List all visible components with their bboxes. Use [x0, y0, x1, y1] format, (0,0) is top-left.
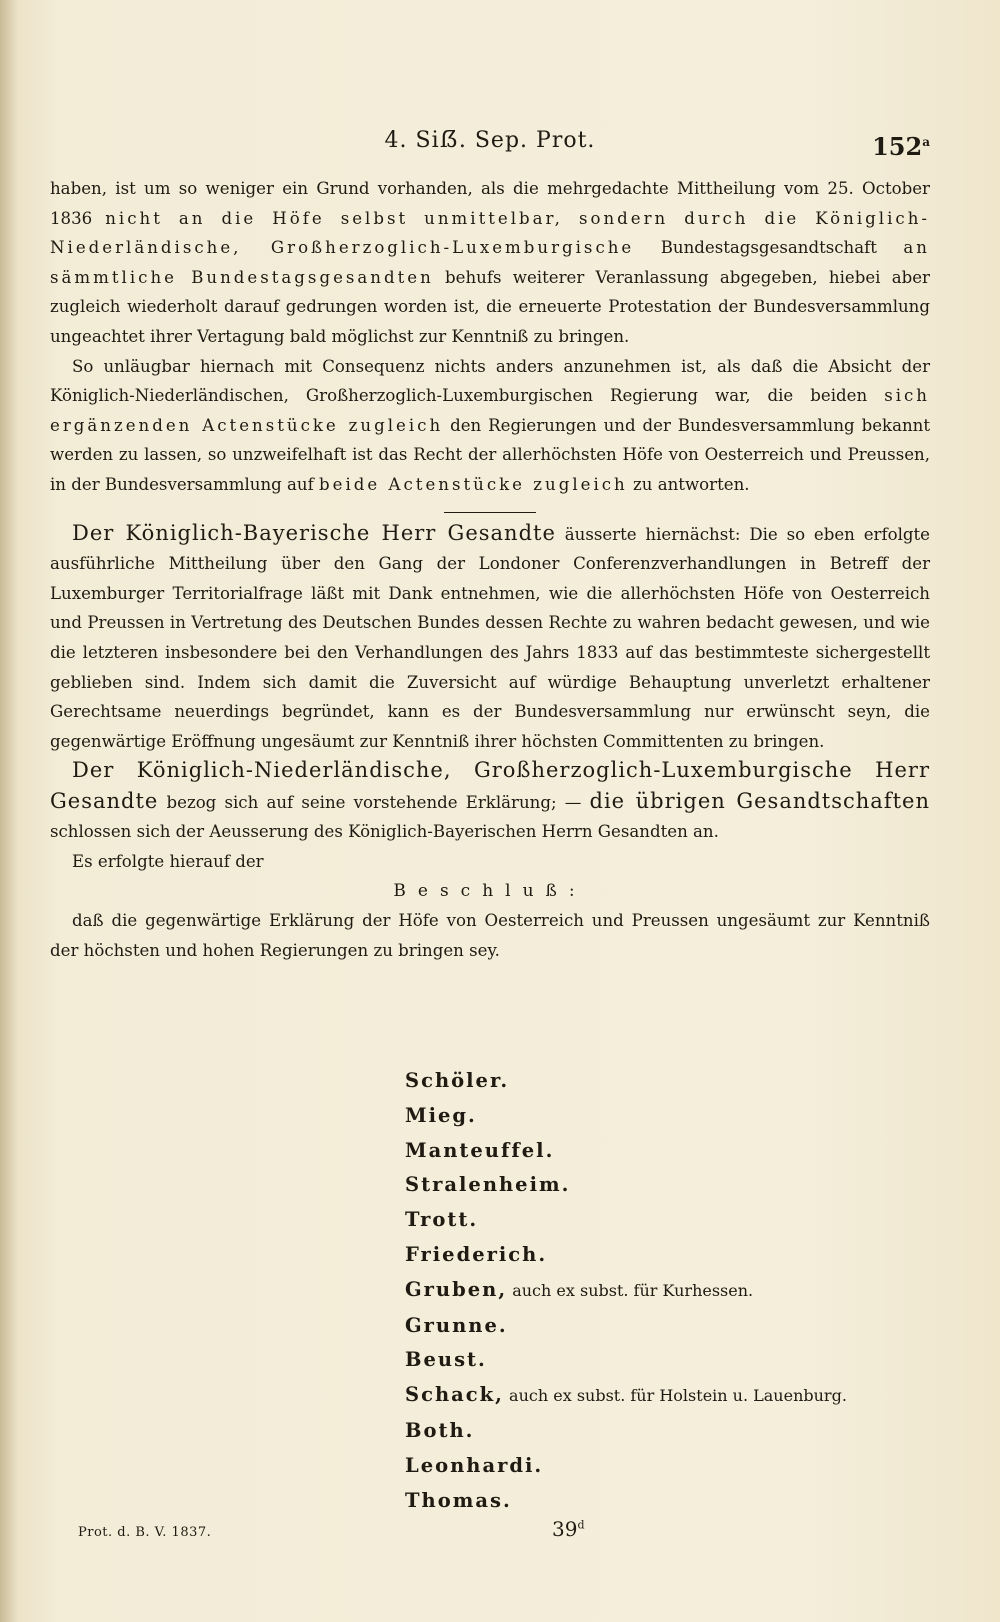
- signature-line: [405, 1484, 847, 1519]
- page-number-value: 152: [872, 132, 923, 161]
- signature-line: [405, 1414, 847, 1449]
- signature-mark-value: 39: [552, 1517, 578, 1541]
- page-number: [872, 132, 930, 161]
- p4-speaker: Der Königlich-Niederländische, Großherzoglich-Luxemburgische Herr Gesandte: [50, 758, 930, 813]
- p1-text-c: Bundestagsgesandtschaft: [634, 238, 904, 258]
- paragraph-2: [50, 352, 930, 500]
- p4-others: die übrigen Gesandtschaften: [589, 788, 930, 813]
- signature-line: [405, 1449, 847, 1484]
- p4-text-d: schlossen sich der Aeusserung des Königlich-Bayerischen Herrn Gesandten an.: [50, 822, 719, 842]
- p2-text-a: So unläugbar hiernach mit Consequenz nichts anders anzunehmen ist, als daß die Absicht der Königlich-Niederländischen, Großherzoglich-Luxemburgischen Regierung war, die beiden: [50, 356, 930, 406]
- signature-line: [405, 1238, 847, 1273]
- paragraph-5: Es erfolgte hierauf der: [72, 852, 264, 872]
- body-text: [50, 174, 930, 965]
- paragraph-1: [50, 174, 930, 352]
- section-divider: [444, 512, 536, 513]
- page-number-suffix: a: [922, 135, 930, 149]
- signature-line: [405, 1273, 847, 1309]
- signatory-name: Stralenheim.: [405, 1173, 571, 1197]
- signature-line: [405, 1099, 847, 1134]
- session-title: 4. Siẞ. Sep. Prot.: [384, 128, 596, 153]
- signature-line: [405, 1309, 847, 1344]
- signatory-name: Thomas.: [405, 1488, 512, 1512]
- p2-text-c: den Regierungen und der Bundesversammlung bekannt werden zu lassen, so unzweifelhaft ist das Recht der allerhöchsten Höfe von Oesterreich und Preussen, in der Bundesversammlung auf: [50, 415, 930, 494]
- p1-text-a: haben, ist um so weniger ein Grund vorhanden, als die mehrgedachte Mittheilung vom 25. October 1836: [50, 179, 930, 228]
- p3-text: äusserte hiernächst: Die so eben erfolgte ausführliche Mittheilung über den Gang der Londoner Conferenzverhandlungen in Betreff der Luxemburger Territorialfrage läßt mit Dank entnehmen, wie die allerhöchsten Höfe von Oesterreich und Preussen in Vertretung des Deutschen Bundes dessen Rechte zu wahren bedacht gewesen, und wie die letzteren insbesondere bei den Verhandlungen des Jahrs 1833 auf das bestimmteste sichergestellt geblieben sind. Indem sich damit die Zuversicht auf würdige Behauptung unverletzt erhaltener Gerechtsame neuerdings begründet, kann es der Bundesversammlung nur erwünscht seyn, die gegenwärtige Eröffnung ungesäumt zur Kenntniß ihrer höchsten Committenten zu bringen.: [50, 524, 930, 751]
- resolution-text: daß die gegenwärtige Erklärung der Höfe von Oesterreich und Preussen ungesäumt zur Kenntniß der höchsten und hohen Regierungen zu bringen sey.: [50, 911, 930, 960]
- p1-text-e: behufs weiterer Veranlassung abgegeben, hiebei aber zugleich wiederholt darauf gedrungen worden ist, die erneuerte Protestation der Bundesversammlung ungeachtet ihrer Vertagung bald möglichst zur Kenntniß zu bringen.: [50, 267, 930, 346]
- page-edge-shadow: [0, 0, 18, 1622]
- resolution-heading: Beschluß:: [393, 880, 587, 901]
- footer-reference: Prot. d. B. V. 1837.: [78, 1525, 212, 1540]
- signatory-name: Trott.: [405, 1208, 479, 1232]
- signatory-name: Mieg.: [405, 1103, 477, 1127]
- p1-spaced-b: an sämmtliche Bundestagsgesandten: [50, 238, 930, 287]
- signatory-name: Leonhardi.: [405, 1453, 544, 1477]
- p1-spaced-a: nicht an die Höfe selbst unmittelbar, sondern durch die Königlich-Niederländische, Großherzoglich-Luxemburgische: [50, 208, 930, 258]
- p4-text-b: bezog sich auf seine vorstehende Erklärung; —: [158, 792, 590, 812]
- p2-spaced-a: sich ergänzenden Actenstücke zugleich: [50, 386, 930, 435]
- signature-line: [405, 1378, 847, 1414]
- signatory-name: Schöler.: [405, 1069, 510, 1092]
- signatory-name: Grunne.: [405, 1313, 508, 1337]
- signature-line: [405, 1134, 847, 1169]
- signatory-name: Manteuffel.: [405, 1138, 555, 1162]
- p3-speaker: Der Königlich-Bayerische Herr Gesandte: [72, 520, 556, 545]
- signatory-note: auch ex subst. für Kurhessen.: [507, 1280, 754, 1300]
- signatory-name: Gruben,: [405, 1277, 508, 1301]
- signature-list: [405, 1064, 847, 1518]
- page-header: [50, 128, 930, 164]
- footer-signature-mark: [552, 1517, 585, 1541]
- signatory-name: Schack,: [405, 1383, 504, 1407]
- signature-line: [405, 1203, 847, 1238]
- signatory-name: Beust.: [405, 1348, 487, 1372]
- p2-spaced-b: beide Actenstücke zugleich: [319, 474, 628, 494]
- paragraph-4: [50, 756, 930, 847]
- signatory-note: auch ex subst. für Holstein u. Lauenburg.: [503, 1386, 847, 1406]
- signature-line: [405, 1343, 847, 1378]
- signatory-name: Friederich.: [405, 1242, 548, 1266]
- signature-line: [405, 1168, 847, 1203]
- p2-text-e: zu antworten.: [627, 474, 750, 494]
- paragraph-3: [50, 519, 930, 757]
- signatory-name: Both.: [405, 1418, 475, 1442]
- signature-line: [405, 1064, 847, 1099]
- signature-mark-suffix: d: [577, 1518, 585, 1532]
